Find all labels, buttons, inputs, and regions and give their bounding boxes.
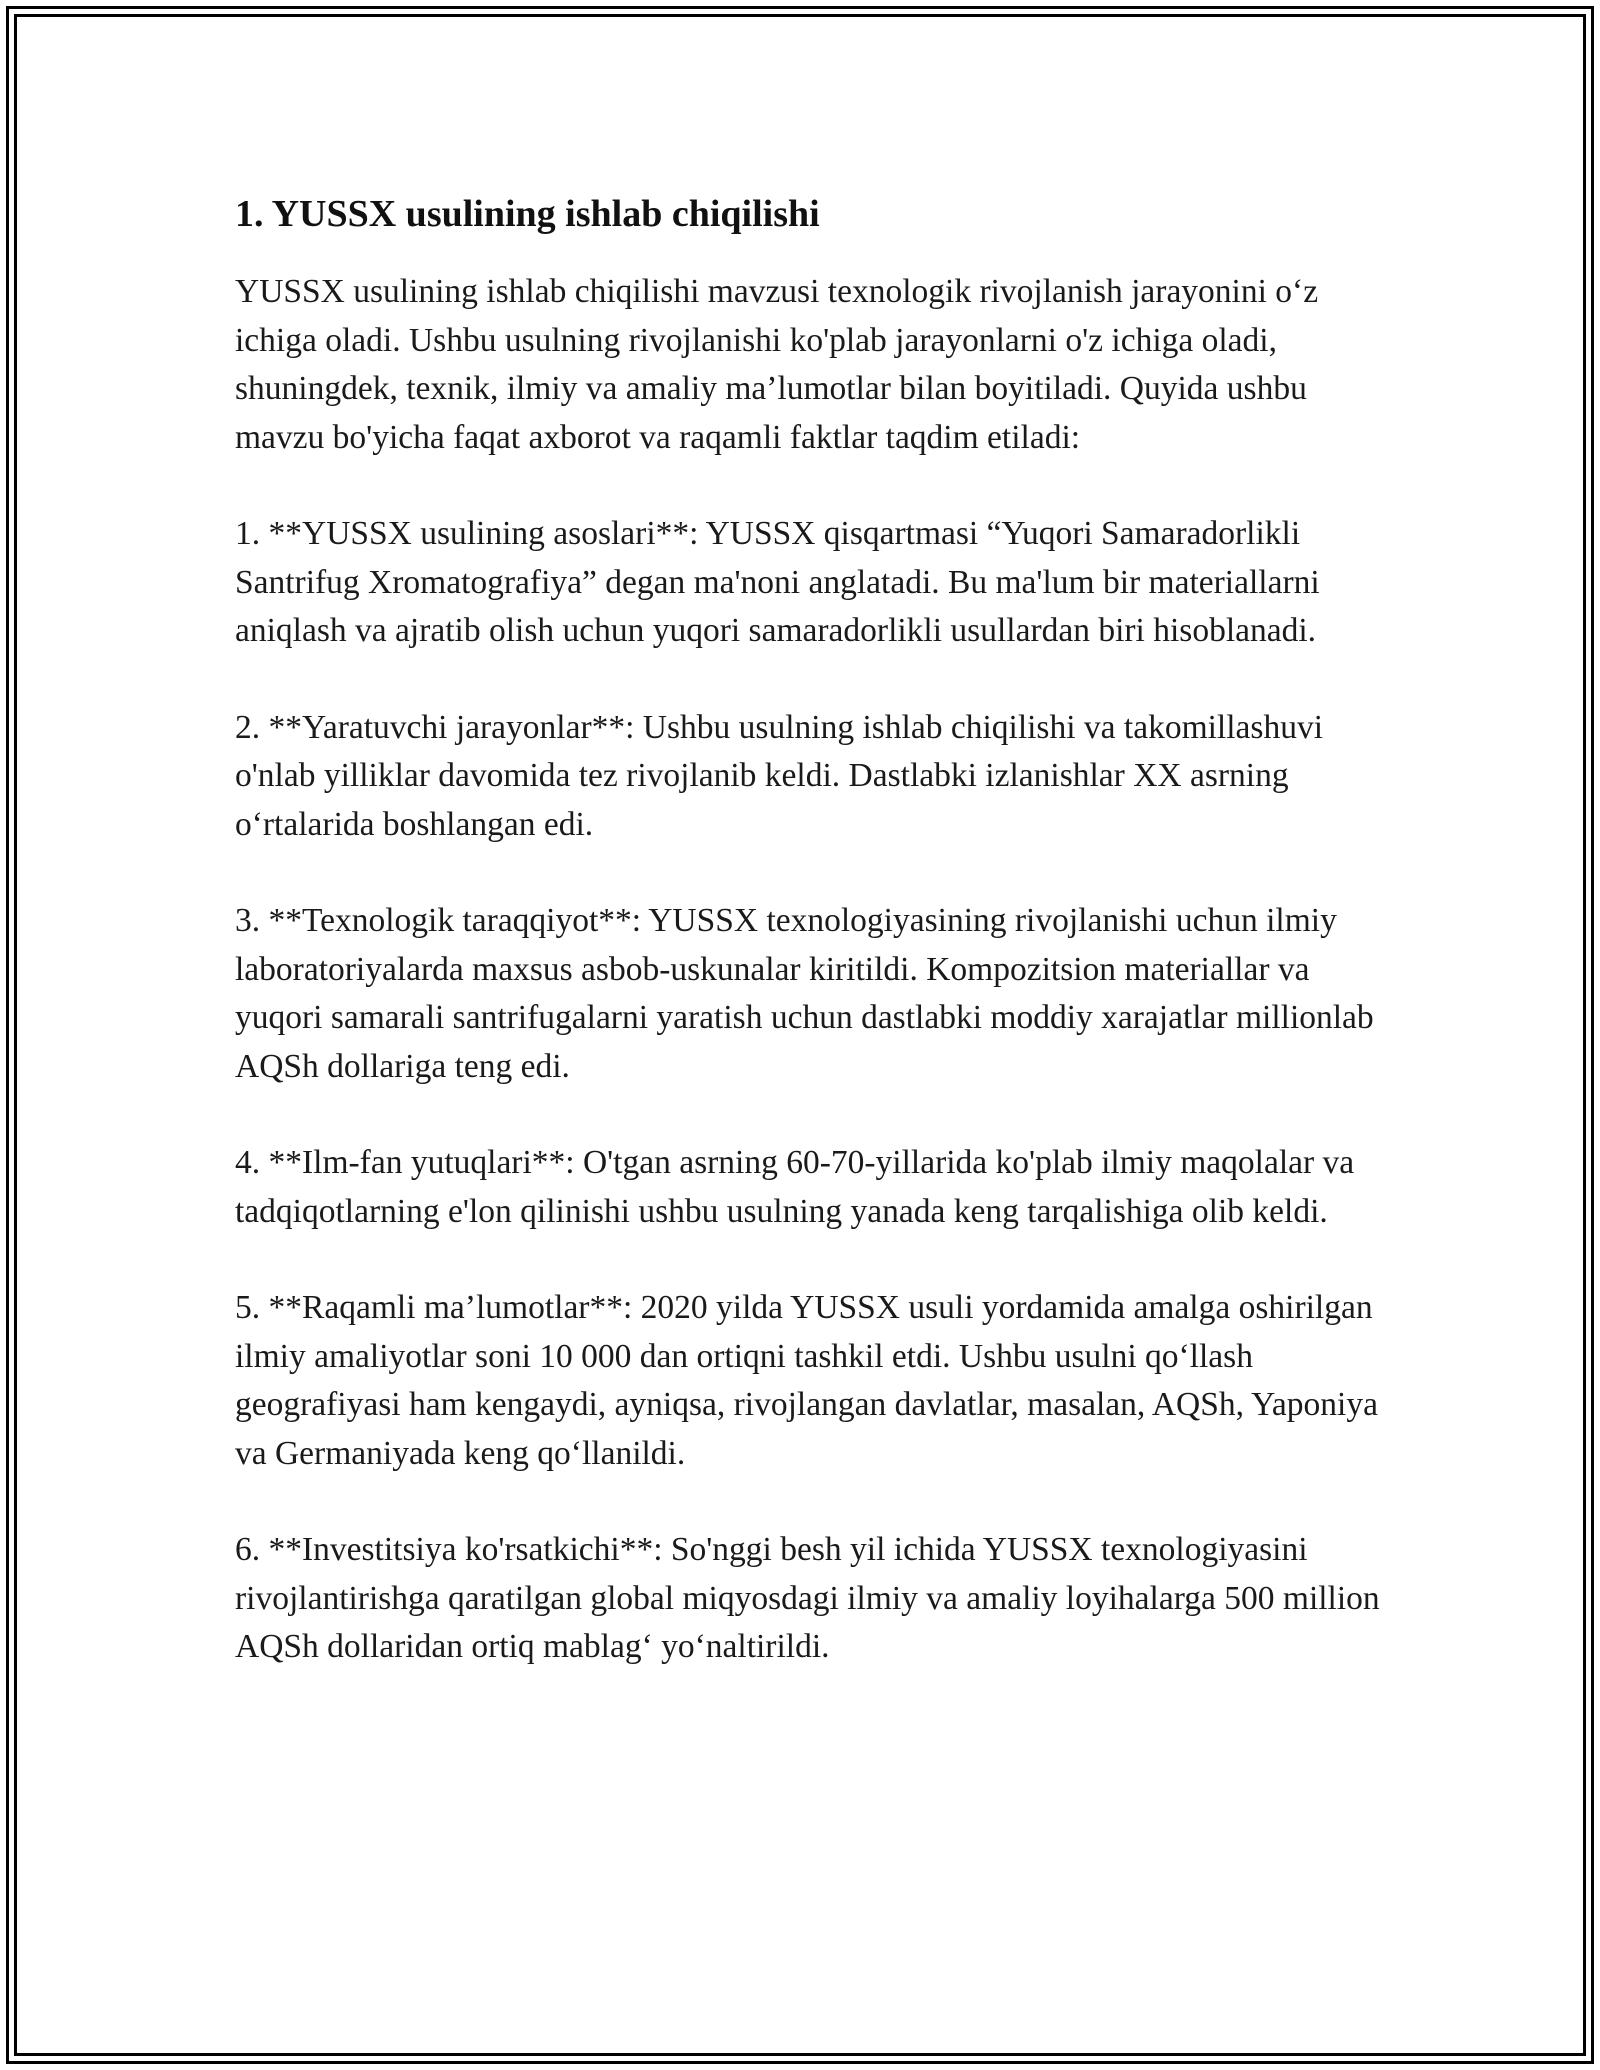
list-item-investitsiya: 6. **Investitsiya ko'rsatkichi**: So'nggi besh yil ichida YUSSX texnologiyasini rivojlantirishga qaratilgan global miqyosdagi ilmiy va amaliy loyihalarga 500 million AQSh dollaridan ortiq mablag‘ yo‘naltirildi. [235,1531,1380,1665]
list-item-taraqqiyot: 3. **Texnologik taraqqiyot**: YUSSX texnologiyasining rivojlanishi uchun ilmiy laboratoriyalarda maxsus asbob-uskunalar kiritildi. Kompozitsion materiallar va yuqori samarali santrifugalarni yaratish uchun dastlabki moddiy xarajatlar millionlab AQSh dollariga teng edi. [235,902,1374,1085]
intro-paragraph: YUSSX usulining ishlab chiqilishi mavzusi texnologik rivojlanish jarayonini o‘z ichiga oladi. Ushbu usulning rivojlanishi ko'plab jarayonlarni o'z ichiga oladi, shuningdek, texnik, ilmiy va amaliy ma’lumotlar bilan boyitiladi. Quyida ushbu mavzu bo'yicha faqat axborot va raqamli faktlar taqdim etiladi: [235,273,1319,456]
section-heading: 1. YUSSX usulining ishlab chiqilishi [235,193,820,235]
document-body [235,186,1385,1720]
list-item-yutuqlari: 4. **Ilm-fan yutuqlari**: O'tgan asrning 60-70-yillarida ko'plab ilmiy maqolalar va tadqiqotlarning e'lon qilinishi ushbu usulning yanada keng tarqalishiga olib keldi. [235,1144,1355,1230]
list-item-asoslari: 1. **YUSSX usulining asoslari**: YUSSX qisqartmasi “Yuqori Samaradorlikli Santrifug Xromatografiya” degan ma'noni anglatadi. Bu ma'lum bir materiallarni aniqlash va ajratib olish uchun yuqori samaradorlikli usullardan biri hisoblanadi. [235,515,1320,649]
list-item-raqamli: 5. **Raqamli ma’lumotlar**: 2020 yilda YUSSX usuli yordamida amalga oshirilgan ilmiy amaliyotlar soni 10 000 dan ortiqni tashkil etdi. Ushbu usulni qo‘llash geografiyasi ham kengaydi, ayniqsa, rivojlangan davlatlar, masalan, AQSh, Yaponiya va Germaniyada keng qo‘llanildi. [235,1289,1378,1472]
list-item-jarayonlar: 2. **Yaratuvchi jarayonlar**: Ushbu usulning ishlab chiqilishi va takomillashuvi o'nlab yilliklar davomida tez rivojlanib keldi. Dastlabki izlanishlar XX asrning o‘rtalarida boshlangan edi. [235,708,1324,843]
